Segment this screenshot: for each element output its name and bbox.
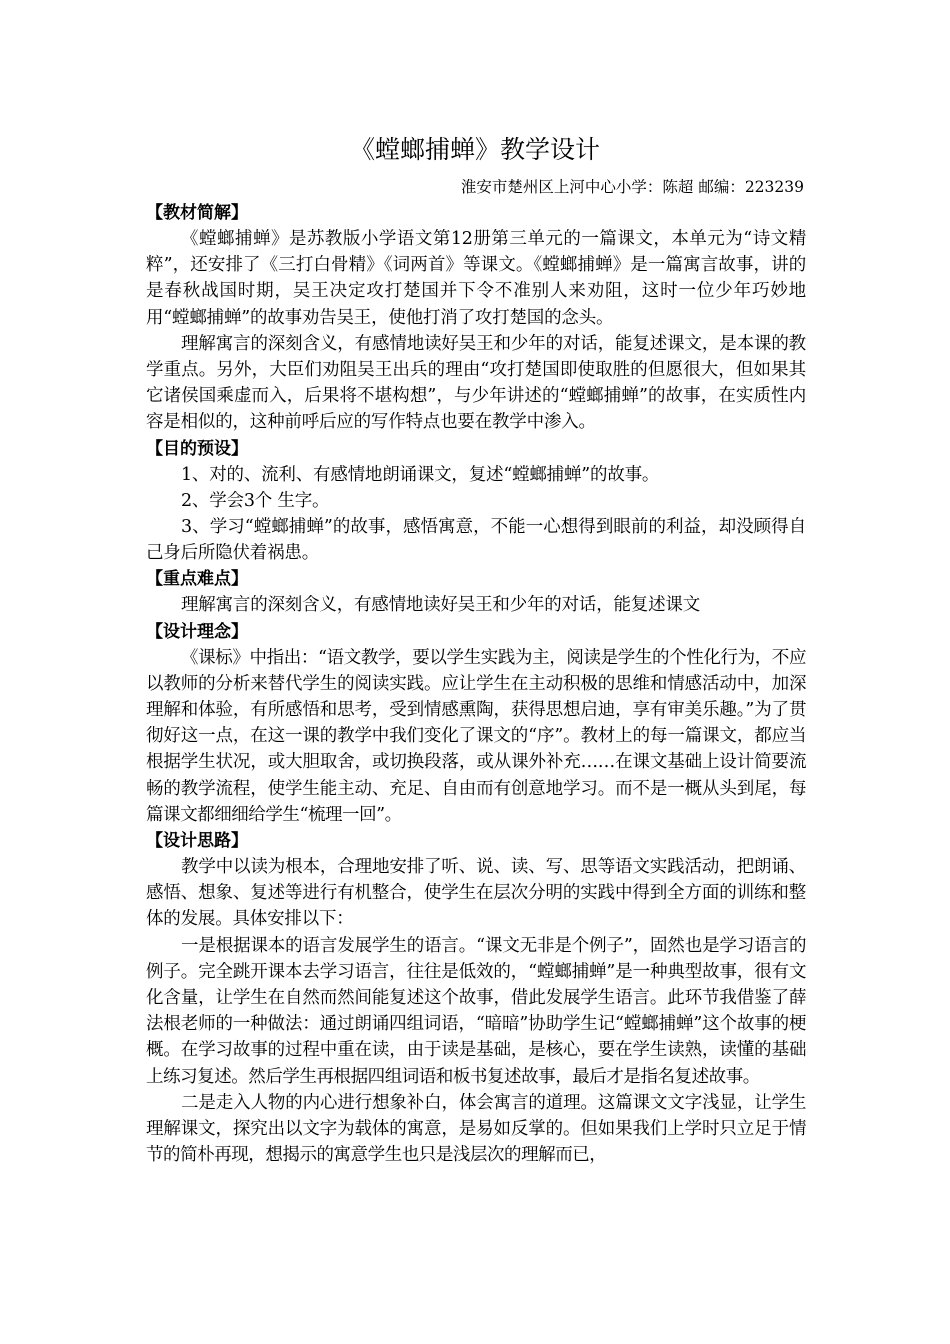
paragraph: 一是根据课本的语言发展学生的语言。“课文无非是个例子”，固然也是学习语言的例子。完全跳开课本去学习语言，往往是低效的，“螳螂捕蝉”是一种典型故事，很有文化含量，让学生在自然而然间能复述这个故事，借此发展学生语言。此环节我借鉴了薛法根老师的一种做法：通过朗诵四组词语，“暗暗”协助学生记“螳螂捕蝉”这个故事的梗概。在学习故事的过程中重在读，由于读是基础，是核心，要在学生读熟，读懂的基础上练习复述。然后学生再根据四组词语和板书复述故事，最后才是指名复述故事。 — [146, 935, 806, 1087]
paragraph: 理解寓言的深刻含义，有感情地读好吴王和少年的对话，能复述课文 — [181, 595, 700, 616]
section-heading-materials: 【教材简解】 — [146, 203, 248, 223]
paragraph: 理解寓言的深刻含义，有感情地读好吴王和少年的对话，能复述课文，是本课的教学重点。另外，大臣们劝阻吴王出兵的理由“攻打楚国即使取胜的但愿很大，但如果其它诸侯国乘虚而入，后果将不堪构想”，与少年讲述的“螳螂捕蝉”的故事，在实质性内容是相似的，这种前呼后应的写作特点也要在教学中渗入。 — [146, 333, 806, 433]
author-line: 淮安市楚州区上河中心小学：陈超 邮编：223239 — [460, 178, 804, 196]
section-heading-design-approach: 【设计思路】 — [146, 831, 248, 852]
paragraph: 1、对的、流利、有感情地朗诵课文，复述“螳螂捕蝉”的故事。 — [181, 464, 660, 485]
section-heading-key-points: 【重点难点】 — [146, 569, 248, 590]
paragraph: 《课标》中指出：“语文教学，要以学生实践为主，阅读是学生的个性化行为，不应以教师的分析来替代学生的阅读实践。应让学生在主动积极的思维和情感活动中，加深理解和体验，有所感悟和思考，受到情感熏陶，获得思想启迪，享有审美乐趣。”为了贯彻好这一点，在这一课的教学中我们变化了课文的“序”。教材上的每一篇课文，都应当根据学生状况，或大胆取舍，或切换段落，或从课外补充……在课文基础上设计简要流畅的教学流程，使学生能主动、充足、自由而有创意地学习。而不是一概从头到尾，每篇课文都细细给学生“梳理一回”。 — [146, 647, 806, 825]
document-title: 《螳螂捕蝉》教学设计 — [349, 135, 600, 164]
paragraph: 3、学习“螳螂捕蝉”的故事，感悟寓意，不能一心想得到眼前的利益，却没顾得自己身后所隐伏着祸患。 — [146, 517, 806, 564]
paragraph: 2、学会3个 生字。 — [181, 490, 330, 511]
paragraph: 教学中以读为根本，合理地安排了听、说、读、写、思等语文实践活动，把朗诵、感悟、想象、复述等进行有机整合，使学生在层次分明的实践中得到全方面的训练和整体的发展。具体安排以下： — [146, 857, 806, 930]
paragraph: 《螳螂捕蝉》是苏教版小学语文第12册第三单元的一篇课文，本单元为“诗文精粹”，还安排了《三打白骨精》《词两首》等课文。《螳螂捕蝉》是一篇寓言故事，讲的是春秋战国时期，吴王决定攻打楚国并下令不准别人来劝阻，这时一位少年巧妙地用“螳螂捕蝉”的故事劝告吴王，使他打消了攻打楚国的念头。 — [146, 229, 806, 328]
paragraph: 二是走入人物的内心进行想象补白，体会寓言的道理。这篇课文文字浅显，让学生理解课文，探究出以文字为载体的寓意，是易如反掌的。但如果我们上学时只立足于情节的简朴再现，想揭示的寓意学生也只是浅层次的理解而已， — [146, 1092, 806, 1166]
section-heading-design-concept: 【设计理念】 — [146, 621, 248, 642]
section-heading-goals: 【目的预设】 — [146, 438, 248, 459]
document-body — [146, 200, 806, 1169]
